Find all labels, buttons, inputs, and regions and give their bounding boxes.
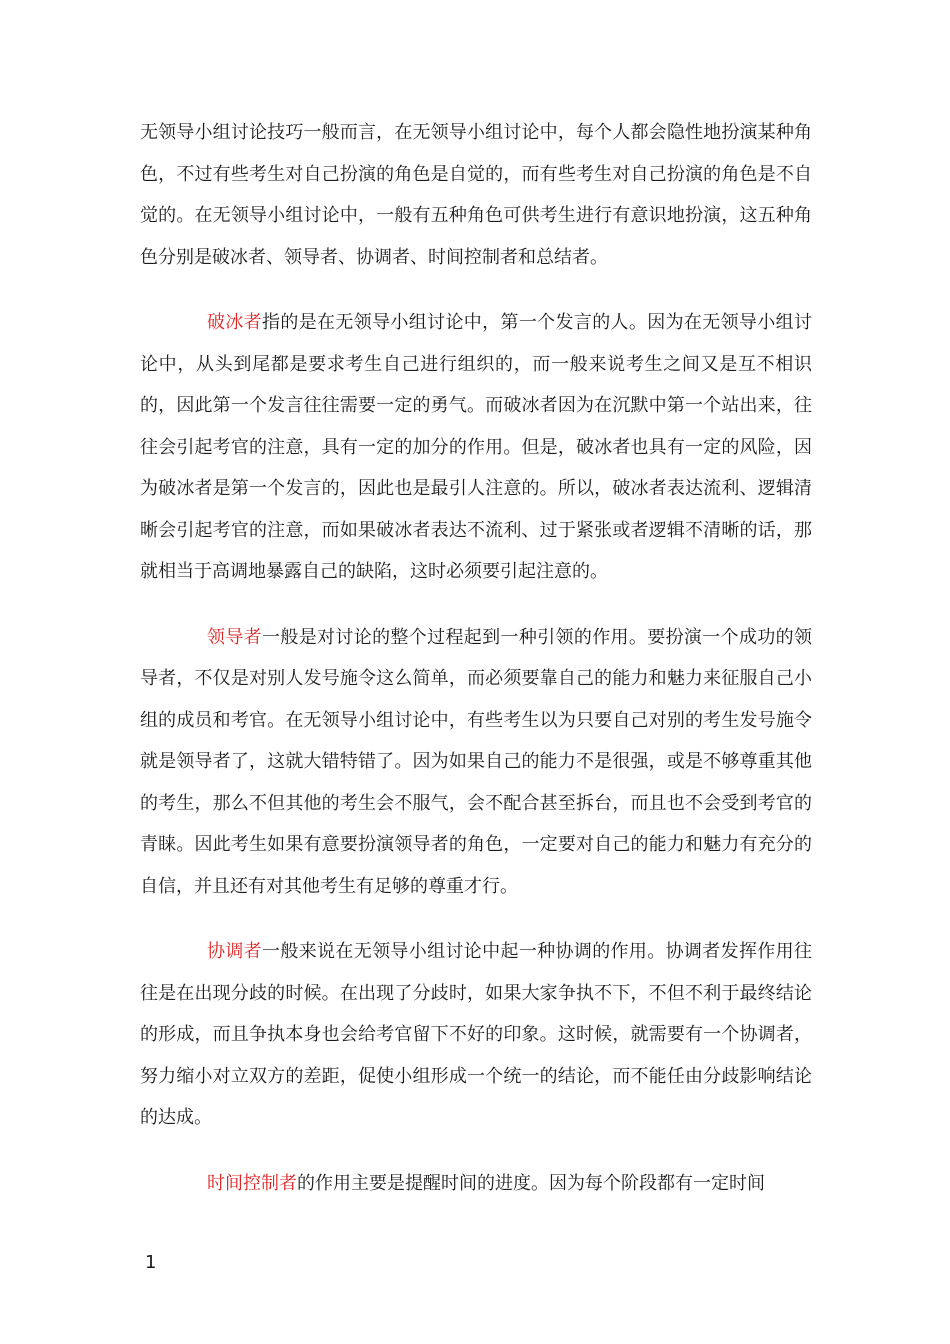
intro-paragraph [140,112,812,278]
icebreaker-text: 指的是在无领导小组讨论中，第一个发言的人。因为在无领导小组讨论中，从头到尾都是要求考生自己进行组织的，而一般来说考生之间又是互不相识的，因此第一个发言往往需要一定的勇气。而破冰者因为在沉默中第一个站出来，往往会引起考官的注意，具有一定的加分的作用。但是，破冰者也具有一定的风险，因为破冰者是第一个发言的，因此也是最引人注意的。所以，破冰者表达流利、逻辑清晰会引起考官的注意，而如果破冰者表达不流利、过于紧张或者逻辑不清晰的话，那就相当于高调地暴露自己的缺陷，这时必须要引起注意的。 [140,312,812,582]
intro-text: 无领导小组讨论技巧一般而言，在无领导小组讨论中，每个人都会隐性地扮演某种角色，不过有些考生对自己扮演的角色是自觉的，而有些考生对自己扮演的角色是不自觉的。在无领导小组讨论中，一般有五种角色可供考生进行有意识地扮演，这五种角色分别是破冰者、领导者、协调者、时间控制者和总结者。 [140,122,812,268]
page-number: 1 [145,1252,157,1273]
leader-term: 领导者 [207,626,263,648]
icebreaker-paragraph [140,302,812,593]
timekeeper-paragraph [140,1163,812,1205]
coordinator-paragraph [140,931,812,1139]
coordinator-term: 协调者 [207,941,263,962]
timekeeper-text: 的作用主要是提醒时间的进度。因为每个阶段都有一定时间 [297,1172,765,1194]
leader-text: 一般是对讨论的整个过程起到一种引领的作用。要扮演一个成功的领导者，不仅是对别人发号施令这么简单，而必须要靠自己的能力和魅力来征服自己小组的成员和考官。在无领导小组讨论中，有些考生以为只要自己对别的考生发号施令就是领导者了，这就大错特错了。因为如果自己的能力不是很强，或是不够尊重其他的考生，那么不但其他的考生会不服气，会不配合甚至拆台，而且也不会受到考官的青睐。因此考生如果有意要扮演领导者的角色，一定要对自己的能力和魅力有充分的自信，并且还有对其他考生有足够的尊重才行。 [140,626,812,897]
timekeeper-term: 时间控制者 [207,1172,297,1194]
document-body [140,112,812,1228]
icebreaker-term: 破冰者 [207,312,263,333]
leader-paragraph [140,617,812,908]
coordinator-text: 一般来说在无领导小组讨论中起一种协调的作用。协调者发挥作用往往是在出现分歧的时候。在出现了分歧时，如果大家争执不下，不但不利于最终结论的形成，而且争执本身也会给考官留下不好的印象。这时候，就需要有一个协调者，努力缩小对立双方的差距，促使小组形成一个统一的结论，而不能任由分歧影响结论的达成。 [140,941,812,1128]
